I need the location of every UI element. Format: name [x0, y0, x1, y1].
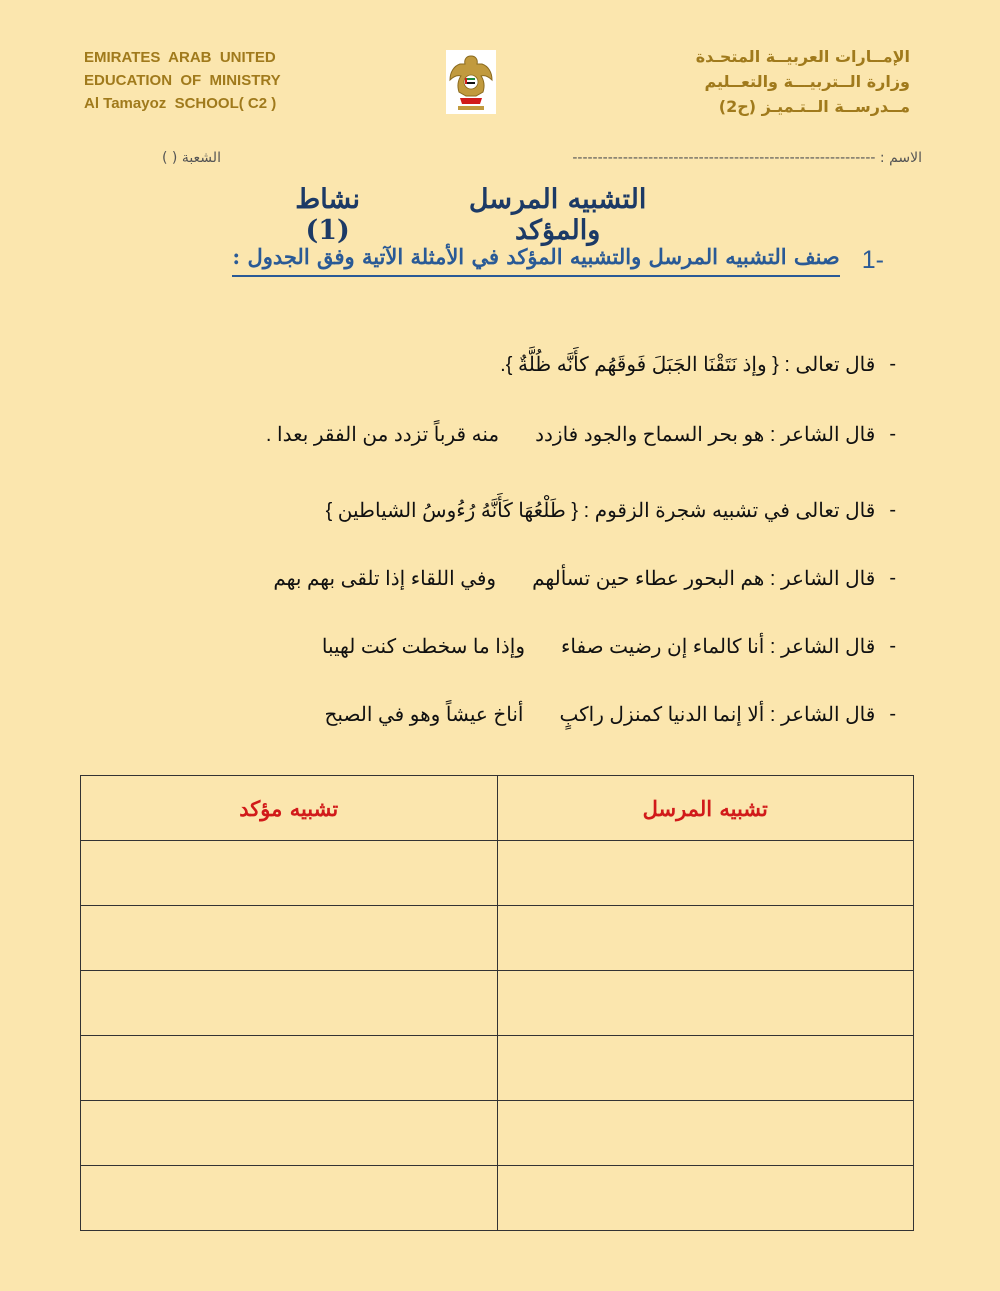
answer-cell-mursal[interactable] — [497, 906, 914, 971]
example-text-second: وإذا ما سخطت كنت لهيبا — [321, 636, 525, 658]
table-row — [81, 1036, 914, 1101]
title-main: التشبيه المرسل والمؤكد — [468, 184, 647, 246]
answer-cell-mursal[interactable] — [497, 1036, 914, 1101]
school-header-english — [84, 46, 281, 115]
bullet-dash: - — [889, 423, 896, 445]
answer-cell-mursal[interactable] — [497, 971, 914, 1036]
table-row — [81, 971, 914, 1036]
page-title — [270, 184, 690, 246]
header-mursal: تشبيه المرسل — [497, 776, 914, 841]
answer-cell-muakkad[interactable] — [81, 841, 498, 906]
example-item — [116, 634, 896, 659]
example-text: قال تعالى : { وإذ نَتَقْنَا الجَبَلَ فَوقَهُم كأَنَّه ظُلَّةٌ }. — [500, 354, 876, 376]
table-row — [81, 1166, 914, 1231]
question-instruction — [232, 244, 884, 277]
answer-cell-mursal[interactable] — [497, 1166, 914, 1231]
header-ar-line-3: مــدرســة الــتـميـز (ح2) — [718, 97, 910, 116]
example-text: قال الشاعر : ألا إنما الدنيا كمنزل راكبٍ — [559, 704, 876, 726]
header-ar-line-2: وزارة الــتربيـــة والتعــليم — [704, 72, 910, 91]
uae-eagle-emblem-icon — [446, 50, 496, 114]
header-en-line-3: Al Tamayoz SCHOOL( C2 ) — [84, 95, 277, 112]
example-item — [116, 498, 896, 523]
bullet-dash: - — [889, 353, 896, 375]
answer-cell-muakkad[interactable] — [81, 971, 498, 1036]
answer-cell-muakkad[interactable] — [81, 1036, 498, 1101]
answer-cell-muakkad[interactable] — [81, 1101, 498, 1166]
example-text: قال الشاعر : هو بحر السماح والجود فازدد — [535, 424, 876, 446]
answer-cell-mursal[interactable] — [497, 1101, 914, 1166]
bullet-dash: - — [889, 635, 896, 657]
student-info-line — [162, 150, 922, 166]
example-text-second: منه قرباً تزدد من الفقر بعدا . — [265, 424, 500, 446]
bullet-dash: - — [889, 703, 896, 725]
student-section-field[interactable]: الشعبة ( ) — [162, 150, 221, 166]
table-row — [81, 1101, 914, 1166]
header-muakkad: تشبيه مؤكد — [81, 776, 498, 841]
header-ar-line-1: الإمــارات العربيــة المتحـدة — [695, 47, 910, 66]
question-text: صنف التشبيه المرسل والتشبيه المؤكد في الأمثلة الآتية وفق الجدول : — [232, 244, 839, 277]
answer-cell-mursal[interactable] — [497, 841, 914, 906]
bullet-dash: - — [889, 499, 896, 521]
bullet-dash: - — [889, 567, 896, 589]
example-text: قال تعالى في تشبيه شجرة الزقوم : { طَلْعُهَا كَأَنَّهُ رُءُوسُ الشياطين } — [325, 500, 876, 522]
question-number: -1 — [861, 246, 884, 274]
example-item — [116, 566, 896, 591]
example-text: قال الشاعر : أنا كالماء إن رضيت صفاء — [560, 636, 876, 658]
answer-cell-muakkad[interactable] — [81, 1166, 498, 1231]
example-item — [116, 352, 896, 377]
table-row — [81, 906, 914, 971]
title-activity: نشاط (1) — [295, 184, 361, 246]
header-en-line-1: EMIRATES ARAB UNITED — [84, 49, 276, 66]
example-item — [116, 422, 896, 447]
school-header-arabic — [696, 44, 910, 119]
header-en-line-2: EDUCATION OF MINISTRY — [84, 72, 281, 89]
example-text-second: أناخ عيشاً وهو في الصبح — [324, 704, 524, 726]
example-text-second: وفي اللقاء إذا تلقى بهم بهم — [273, 568, 497, 590]
table-row — [81, 841, 914, 906]
student-name-field[interactable]: الاسم : ------------------------------------------------------------ — [572, 150, 922, 166]
example-item — [116, 702, 896, 727]
example-text: قال الشاعر : هم البحور عطاء حين تسألهم — [532, 568, 876, 590]
table-header-row — [81, 776, 914, 841]
classification-table — [80, 775, 914, 1231]
answer-cell-muakkad[interactable] — [81, 906, 498, 971]
